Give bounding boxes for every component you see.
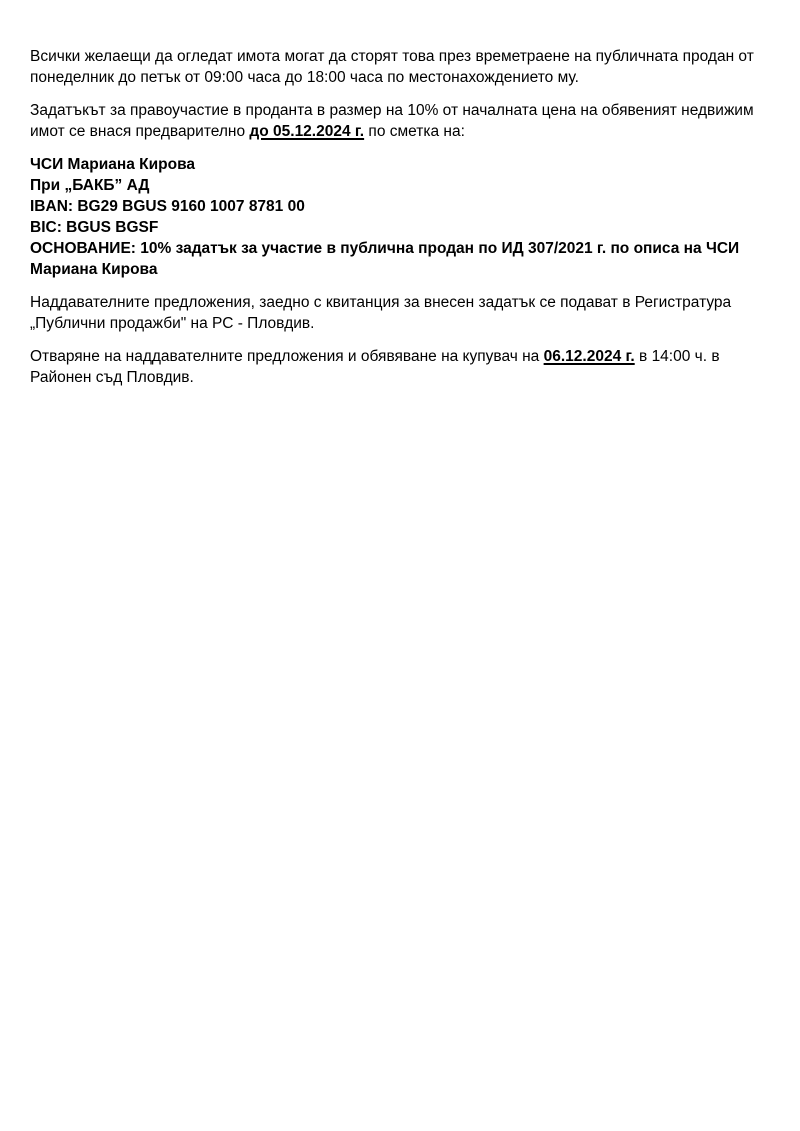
bank-name: При „БАКБ” АД [30,177,150,194]
opening-text-before: Отваряне на наддавателните предложения и обявяване на купувач на [30,348,544,365]
deposit-text-after: по сметка на: [364,123,465,140]
bailiff-name: ЧСИ Мариана Кирова [30,156,196,173]
opening-date: 06.12.2024 г. [543,348,635,365]
paragraph-inspection: Всички желаещи да огледат имота могат да сторят това през времетраене на публичната продан от понеделник до петък от 09:00 часа до 18:00 часа по местонахождението му. [30,48,754,86]
iban-line: IBAN: BG29 BGUS 9160 1007 8781 00 [30,198,305,215]
payment-reason-line: ОСНОВАНИЕ: 10% задатък за участие в публична продан по ИД 307/2021 г. по описа на ЧСИ Мариана Кирова [30,240,740,278]
bic-line: BIC: BGUS BGSF [30,219,159,236]
deposit-deadline-date: до 05.12.2024 г. [249,123,365,140]
paragraph-deposit [30,100,780,142]
paragraph-bids: Наддавателните предложения, заедно с квитанция за внесен задатък се подават в Регистратура „Публични продажби" на РС - Пловдив. [30,294,732,332]
paragraph-opening [30,346,780,388]
deposit-text-before: Задатъкът за правоучастие в проданта в размер на 10% от началната цена на обявеният недвижим имот се внася предварително [30,102,754,140]
opening-text-after: в 14:00 ч. в Районен съд Пловдив. [30,348,720,386]
bank-details-block [30,154,780,280]
